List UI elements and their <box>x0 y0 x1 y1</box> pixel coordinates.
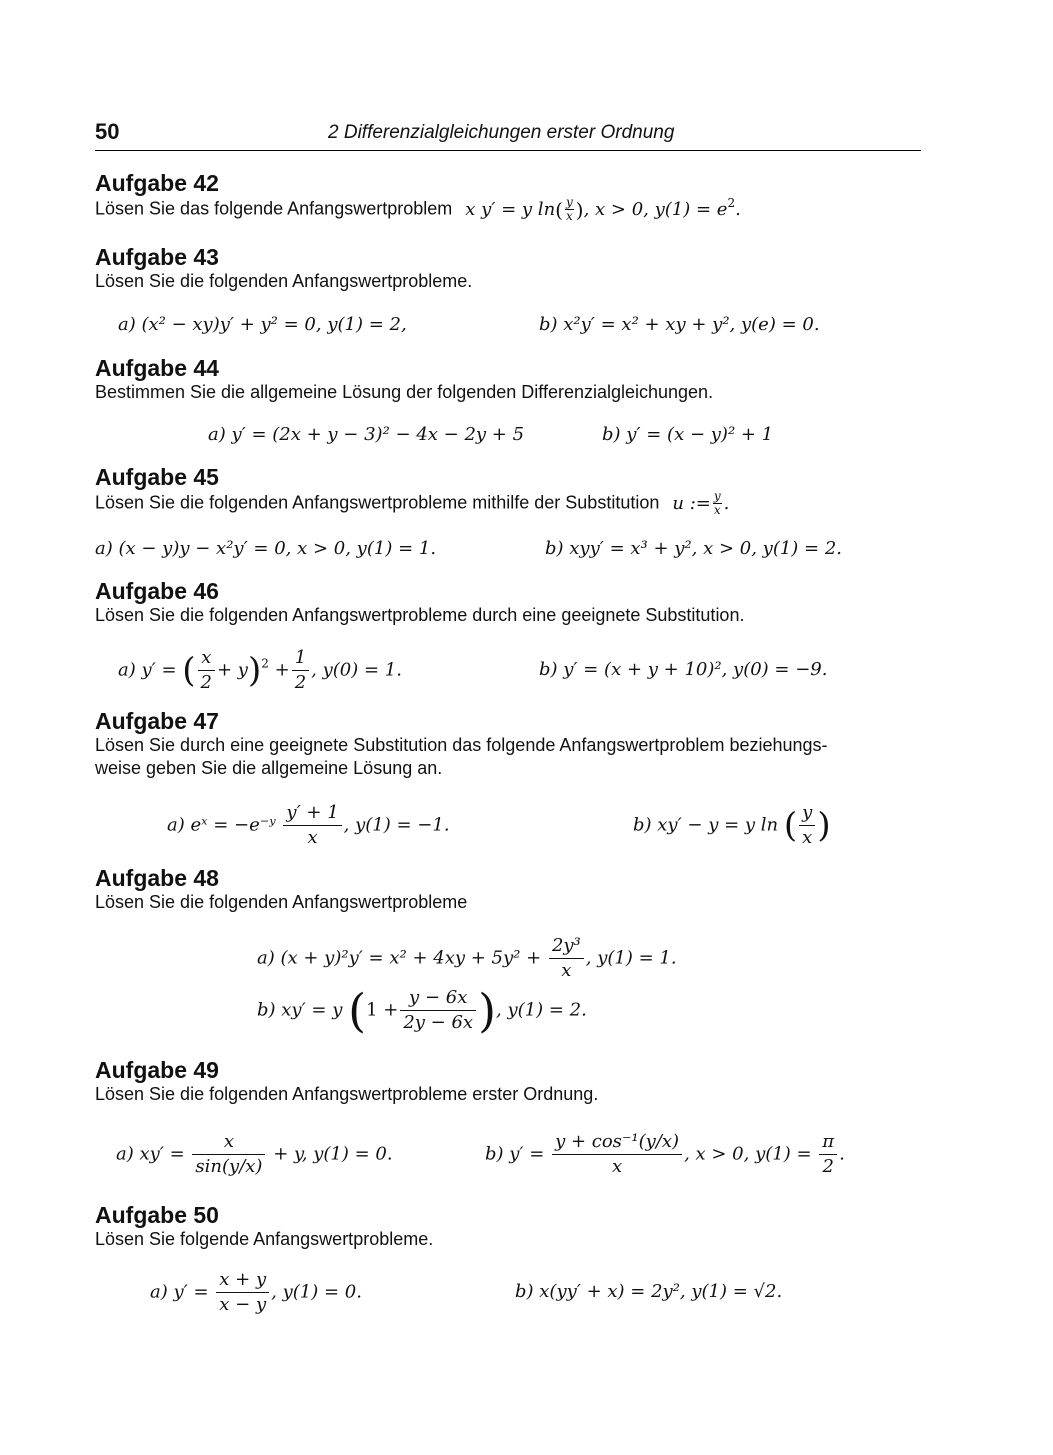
numerator: y <box>565 195 573 209</box>
task-49 <box>95 1057 598 1106</box>
equation-lhs: b) xy′ − y = y ln <box>633 814 779 836</box>
equation-a: a) (x − y)y − x²y′ = 0, x > 0, y(1) = 1. <box>95 538 437 559</box>
equation-a: a) (x² − xy)y′ + y² = 0, y(1) = 2, <box>118 314 407 335</box>
numerator: y <box>799 801 815 826</box>
fraction <box>549 934 584 983</box>
fraction <box>819 1130 837 1179</box>
equation-lhs: b) y′ = <box>485 1143 545 1165</box>
numerator: y − 6x <box>400 986 476 1011</box>
task-title: Aufgabe 45 <box>95 464 219 490</box>
exponent: 2 <box>261 656 269 671</box>
substitution: u := $\frac{y}{x}$ . <box>672 489 730 517</box>
equation-a <box>118 646 402 695</box>
fraction <box>565 196 574 223</box>
term: + y <box>217 659 248 681</box>
equation-rest: , x > 0, y(1) = <box>684 1143 812 1165</box>
denominator: x <box>802 827 813 848</box>
equation-a <box>116 1130 393 1179</box>
fraction <box>292 646 309 695</box>
equation-lhs: a) y′ = <box>118 659 177 681</box>
equation-lhs: a) y′ = <box>150 1281 209 1303</box>
task-48 <box>95 865 467 914</box>
paren: ) <box>817 805 831 846</box>
numerator: π <box>819 1130 837 1155</box>
task-44 <box>95 355 713 404</box>
task-title: Aufgabe 43 <box>95 244 219 270</box>
equation-b <box>485 1130 845 1179</box>
fraction <box>552 1130 682 1179</box>
fraction <box>799 801 815 850</box>
running-title: 2 Differenzialgleichungen erster Ordnung <box>328 122 675 143</box>
equation-rest: , y(1) = −1. <box>343 814 450 836</box>
task-46 <box>95 578 744 627</box>
task-45 <box>95 464 729 517</box>
equation-b: b) xyy′ = x³ + y², x > 0, y(1) = 2. <box>545 538 843 559</box>
fraction <box>400 986 476 1035</box>
task-text-line-2: weise geben Sie die allgemeine Lösung an. <box>95 758 443 778</box>
numerator: 1 <box>292 646 309 671</box>
task-42 <box>95 170 741 223</box>
paren: ) <box>247 650 262 691</box>
denominator: 2 <box>822 1156 834 1177</box>
task-text <box>95 196 741 223</box>
equation-lhs: a) (x + y)²y′ = x² + 4xy + 5y² + <box>257 947 542 969</box>
equation-rest: , y(1) = 0. <box>271 1281 362 1303</box>
task-43 <box>95 244 472 293</box>
equation: x y′ = y ln( $\frac{y}{x}$ ), x > 0, $y(1) = e^2$. <box>465 195 741 223</box>
task-text: Lösen Sie die folgenden Anfangswertprobleme <box>95 892 468 912</box>
equation-rest: + y, y(1) = 0. <box>273 1143 393 1165</box>
fraction <box>713 490 722 517</box>
equation-a <box>167 801 450 850</box>
denominator: 2y − 6x <box>403 1012 474 1033</box>
task-text: Lösen Sie die folgenden Anfangswertprobleme durch eine geeignete Substitution. <box>95 605 745 625</box>
equation-lhs: a) xy′ = <box>116 1143 185 1165</box>
task-50 <box>95 1202 433 1251</box>
equation-rest: , y(0) = 1. <box>311 659 402 681</box>
task-text: Lösen Sie die folgenden Anfangswertprobleme. <box>95 271 473 291</box>
task-text: Lösen Sie folgende Anfangswertprobleme. <box>95 1229 434 1249</box>
task-statement: Lösen Sie das folgende Anfangswertproblem <box>95 198 453 219</box>
denominator: 2 <box>200 672 212 693</box>
equation-b: b) x(yy′ + x) = 2y², y(1) = √2. <box>515 1281 783 1302</box>
equation-b <box>633 801 831 850</box>
numerator: y + cos⁻¹(y/x) <box>552 1130 682 1155</box>
page-number: 50 <box>95 119 120 144</box>
denominator: 2 <box>294 672 307 693</box>
task-text-line-1: Lösen Sie durch eine geeignete Substitution das folgende Anfangswertproblem beziehungs- <box>95 735 828 755</box>
task-text: Bestimmen Sie die allgemeine Lösung der folgenden Differenzialgleichungen. <box>95 382 714 402</box>
numerator: x <box>192 1130 265 1155</box>
equation-end: . <box>839 1143 845 1165</box>
equation-rest: , y(1) = 1. <box>585 947 677 969</box>
task-title: Aufgabe 47 <box>95 708 219 734</box>
task-text <box>95 490 729 517</box>
fraction <box>216 1268 269 1317</box>
denominator: x <box>307 827 318 848</box>
task-title: Aufgabe 49 <box>95 1057 219 1083</box>
operator: + <box>274 659 290 681</box>
equation-b: b) x²y′ = x² + xy + y², y(e) = 0. <box>539 314 820 335</box>
equation-rest: , x > 0, y(1) = e <box>583 198 728 220</box>
equation-b <box>257 983 587 1038</box>
numerator: y <box>713 489 721 503</box>
denominator: x <box>713 503 721 517</box>
equation-a <box>150 1268 362 1317</box>
numerator: x + y <box>216 1268 269 1293</box>
paren: ( <box>783 805 798 846</box>
equation-lhs: a) eˣ = −e⁻ʸ <box>167 814 276 836</box>
task-title: Aufgabe 46 <box>95 578 219 604</box>
paren: ( <box>555 197 563 222</box>
exponent: 2 <box>727 195 736 210</box>
equation-b: b) y′ = (x + y + 10)², y(0) = −9. <box>539 659 828 680</box>
equation-rest: , y(1) = 2. <box>496 999 587 1021</box>
denominator: x − y <box>219 1294 267 1315</box>
paren: ( <box>348 983 367 1038</box>
denominator: sin(y/x) <box>195 1156 263 1177</box>
numerator: x <box>198 646 215 671</box>
fraction <box>198 646 215 695</box>
denominator: x <box>611 1156 623 1177</box>
denominator: x <box>561 960 572 981</box>
task-47 <box>95 708 828 780</box>
task-title: Aufgabe 42 <box>95 170 219 196</box>
equation-a: a) y′ = (2x + y − 3)² − 4x − 2y + 5 <box>208 424 525 445</box>
task-title: Aufgabe 50 <box>95 1202 219 1228</box>
equation-b: b) y′ = (x − y)² + 1 <box>602 424 774 445</box>
task-title: Aufgabe 44 <box>95 355 219 381</box>
numerator: y′ + 1 <box>283 801 341 826</box>
fraction <box>283 801 341 850</box>
term: 1 + <box>366 999 399 1021</box>
task-title: Aufgabe 48 <box>95 865 219 891</box>
equation-lhs: x y′ = y ln <box>465 198 556 220</box>
numerator: 2y³ <box>549 934 584 959</box>
paren: ) <box>478 983 497 1038</box>
paren: ) <box>575 197 584 222</box>
paren: ( <box>182 650 196 691</box>
fraction <box>192 1130 265 1179</box>
equation-lhs: b) xy′ = y <box>257 999 343 1021</box>
substitution-lhs: u := <box>672 492 711 514</box>
denominator: x <box>565 209 573 223</box>
task-statement: Lösen Sie die folgenden Anfangswertprobleme mithilfe der Substitution <box>95 492 660 513</box>
task-text: Lösen Sie die folgenden Anfangswertprobleme erster Ordnung. <box>95 1084 599 1104</box>
equation-a <box>257 934 677 983</box>
page-header <box>95 116 921 151</box>
